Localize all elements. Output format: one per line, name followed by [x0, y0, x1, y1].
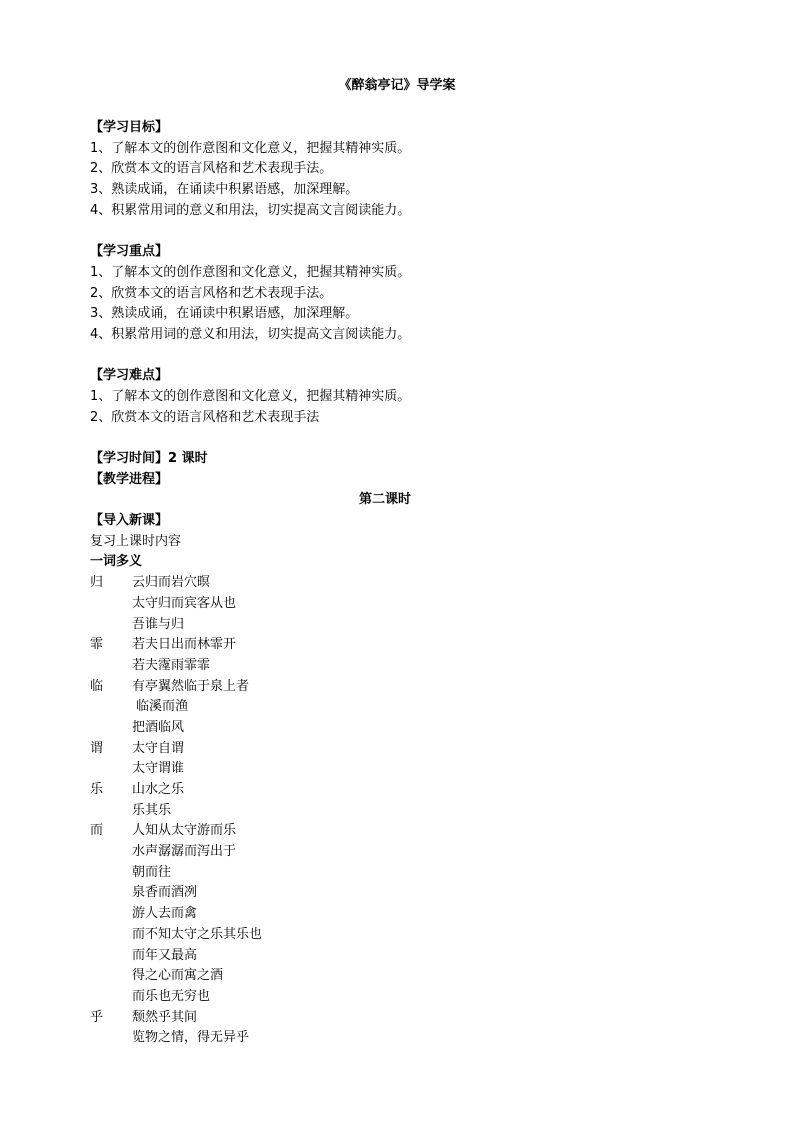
polysemy-example: 太守自谓 — [132, 740, 185, 756]
goal-item: 4、积累常用词的意义和用法，切实提高文言阅读能力。 — [90, 202, 411, 218]
polysemy-row — [90, 656, 730, 677]
document-body — [90, 118, 730, 1049]
polysemy-example: 临溪而渔 — [136, 699, 189, 715]
polysemy-char: 归 — [90, 575, 104, 591]
spacer — [90, 221, 730, 242]
polysemy-example: 若夫霪雨霏霏 — [132, 657, 211, 673]
polysemy-example: 人知从太守游而乐 — [132, 823, 237, 839]
polysemy-row — [90, 863, 730, 884]
polysemy-example: 颓然乎其间 — [132, 1009, 198, 1025]
polysemy-example: 山水之乐 — [132, 782, 185, 797]
polysemy-char: 临 — [90, 678, 104, 694]
polysemy-row — [90, 635, 730, 656]
polysemy-row — [90, 966, 730, 987]
polysemy-char: 而 — [90, 823, 104, 839]
polysemy-row — [90, 677, 730, 698]
spacer — [90, 346, 730, 367]
polysemy-char: 乐 — [90, 782, 104, 797]
key-point-item: 2、欣赏本文的语言风格和艺术表现手法。 — [90, 285, 333, 301]
polysemy-example: 览物之情，得无异乎 — [132, 1030, 250, 1046]
goal-item: 2、欣赏本文的语言风格和艺术表现手法。 — [90, 161, 333, 177]
polysemy-example: 乐其乐 — [132, 802, 172, 818]
polysemy-example: 云归而岩穴暝 — [132, 575, 211, 591]
key-point-item: 4、积累常用词的意义和用法，切实提高文言阅读能力。 — [90, 326, 411, 342]
polysemy-example: 得之心而寓之酒 — [132, 968, 224, 984]
polysemy-list — [90, 573, 730, 1049]
polysemy-example: 吾谁与归 — [132, 616, 185, 632]
polysemy-row — [90, 1008, 730, 1029]
polysemy-char: 谓 — [90, 740, 104, 756]
polysemy-row — [90, 842, 730, 863]
intro-heading: 【导入新课】 — [90, 513, 169, 529]
polysemy-example: 游人去而禽 — [132, 906, 198, 922]
polysemy-row — [90, 780, 730, 801]
polysemy-row — [90, 759, 730, 780]
polysemy-row — [90, 615, 730, 636]
polysemy-example: 泉香而酒冽 — [132, 885, 198, 901]
polysemy-row — [90, 573, 730, 594]
difficulty-item: 2、欣赏本文的语言风格和艺术表现手法 — [90, 409, 320, 425]
polysemy-row — [90, 987, 730, 1008]
lesson-title: 第二课时 — [358, 492, 411, 508]
polysemy-row — [90, 883, 730, 904]
polysemy-example: 水声潺潺而泻出于 — [132, 844, 237, 860]
polysemy-example: 而年又最高 — [132, 947, 198, 963]
polysemy-example: 太守归而宾客从也 — [132, 595, 237, 611]
polysemy-example: 有亭翼然临于泉上者 — [132, 678, 250, 694]
polysemy-row — [90, 904, 730, 925]
polysemy-row — [90, 946, 730, 967]
polysemy-char: 乎 — [90, 1009, 104, 1025]
teaching-process-heading: 【教学进程】 — [90, 471, 169, 487]
goal-item: 3、熟读成诵，在诵读中积累语感，加深理解。 — [90, 182, 359, 198]
polysemy-row — [90, 925, 730, 946]
polysemy-char: 霏 — [90, 637, 104, 653]
goal-item: 1、了解本文的创作意图和文化意义，把握其精神实质。 — [90, 140, 411, 156]
polysemy-row — [90, 718, 730, 739]
polysemy-row — [90, 697, 730, 718]
difficulty-item: 1、了解本文的创作意图和文化意义，把握其精神实质。 — [90, 388, 411, 404]
study-time: 【学习时间】2 课时 — [90, 451, 208, 466]
polysemy-example: 把酒临风 — [132, 719, 185, 735]
polysemy-row — [90, 821, 730, 842]
difficulties-heading: 【学习难点】 — [90, 368, 169, 384]
polysemy-heading: 一词多义 — [90, 554, 143, 570]
polysemy-example: 太守谓谁 — [132, 761, 185, 777]
key-point-item: 3、熟读成诵，在诵读中积累语感，加深理解。 — [90, 306, 359, 322]
spacer — [90, 428, 730, 449]
polysemy-example: 而不知太守之乐其乐也 — [132, 926, 263, 942]
review-text: 复习上课时内容 — [90, 533, 182, 549]
polysemy-example: 若夫日出而林霏开 — [132, 637, 237, 653]
polysemy-row — [90, 801, 730, 822]
key-points-heading: 【学习重点】 — [90, 244, 169, 260]
polysemy-row — [90, 594, 730, 615]
polysemy-example: 朝而往 — [132, 864, 172, 880]
polysemy-row — [90, 1028, 730, 1049]
key-point-item: 1、了解本文的创作意图和文化意义，把握其精神实质。 — [90, 264, 411, 280]
polysemy-example: 而乐也无穷也 — [132, 988, 211, 1004]
document-title: 《醉翁亭记》导学案 — [338, 78, 456, 93]
polysemy-row — [90, 739, 730, 760]
goals-heading: 【学习目标】 — [90, 120, 169, 135]
